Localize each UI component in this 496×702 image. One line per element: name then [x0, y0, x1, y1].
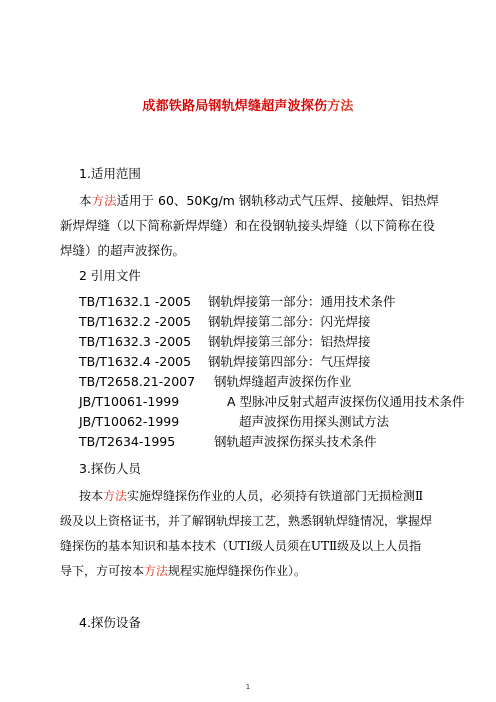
para1-line1: 适用于 60、50Kg/m 钢轨移动式气压焊、接触焊、铝热焊	[116, 193, 439, 208]
reference-item	[79, 312, 465, 332]
para3-keyword: 方法	[144, 564, 169, 578]
reference-title: 钢轨焊接第四部分：气压焊接	[208, 354, 371, 369]
section-3-heading: 3.探伤人员	[79, 461, 141, 476]
reference-list	[79, 292, 465, 452]
reference-code: JB/T10061-1999	[79, 394, 180, 409]
reference-title: 钢轨超声波探伤探头技术条件	[214, 434, 377, 449]
title-main: 成都铁路局钢轨焊缝超声波探伤	[142, 99, 328, 114]
reference-item	[79, 292, 465, 312]
para1-line3: 焊缝）的超声波探伤。	[60, 243, 186, 258]
reference-code: TB/T1632.1 -2005	[79, 294, 192, 309]
para3-line3: 缝探伤的基本知识和基本技术（UTⅠ级人员须在UTⅡ级及以上人员指	[60, 539, 422, 553]
section-1-heading: 1.适用范围	[79, 166, 141, 181]
document-title	[0, 95, 496, 114]
reference-code: JB/T10062-1999	[79, 414, 180, 429]
reference-title: 钢轨焊缝超声波探伤作业	[214, 374, 352, 389]
reference-item	[79, 432, 465, 452]
section-4-heading: 4.探伤设备	[79, 615, 141, 630]
reference-item	[79, 332, 465, 352]
reference-title: A 型脉冲反射式超声波探伤仪通用技术条件	[227, 394, 465, 409]
para3-pre: 按本	[79, 489, 104, 503]
para3-line1: 实施焊缝探伤作业的人员，必须持有铁道部门无损检测Ⅱ	[127, 489, 424, 503]
para1-pre: 本	[79, 193, 92, 208]
reference-title: 钢轨焊接第一部分：通用技术条件	[208, 294, 396, 309]
para1-keyword: 方法	[91, 193, 117, 208]
reference-code: TB/T1632.2 -2005	[79, 314, 192, 329]
title-keyword: 方法	[327, 99, 354, 114]
section-2-heading: 2 引用文件	[79, 268, 141, 283]
reference-item	[79, 372, 465, 392]
reference-code: TB/T2658.21-2007	[79, 374, 196, 389]
section-1-paragraph	[60, 188, 440, 263]
reference-title: 钢轨焊接第二部分：闪光焊接	[208, 314, 371, 329]
para3-line4-post: 规程实施焊缝探伤作业）。	[168, 564, 307, 578]
page-number: 1	[245, 683, 251, 691]
reference-code: TB/T1632.3 -2005	[79, 334, 192, 349]
para3-line4-pre: 导下，方可按本	[60, 564, 145, 578]
reference-title: 钢轨焊接第三部分：铝热焊接	[208, 334, 371, 349]
section-3-paragraph	[60, 484, 440, 584]
reference-code: TB/T2634-1995	[79, 434, 176, 449]
para3-line2: 级及以上资格证书，并了解钢轨焊接工艺，熟悉钢轨焊缝情况，掌握焊	[60, 514, 433, 528]
reference-item	[79, 352, 465, 372]
reference-code: TB/T1632.4 -2005	[79, 354, 192, 369]
reference-item	[79, 412, 465, 432]
reference-title: 超声波探伤用探头测试方法	[239, 414, 390, 429]
reference-item	[79, 392, 465, 412]
para1-line2: 新焊焊缝（以下简称新焊焊缝）和在役钢轨接头焊缝（以下简称在役	[60, 218, 436, 233]
para3-keyword: 方法	[103, 489, 128, 503]
